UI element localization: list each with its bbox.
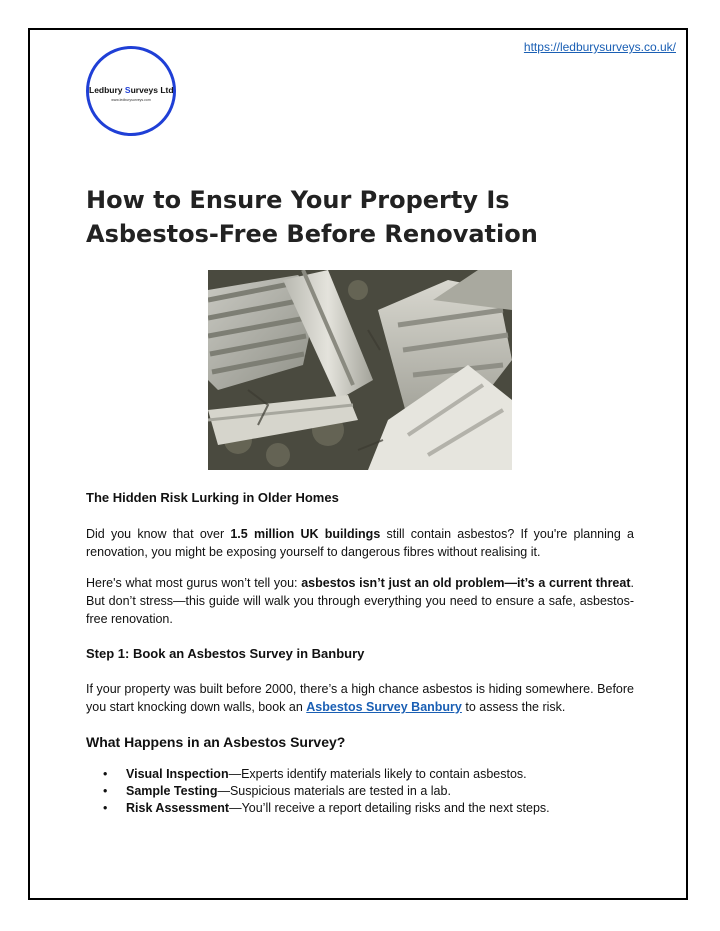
paragraph-survey: If your property was built before 2000, there’s a high chance asbestos is hiding somewhere. Before you start knocking down walls, book an Asbestos Survey Banbury to assess the risk.: [86, 682, 634, 714]
list-item: • Sample Testing—Suspicious materials are tested in a lab.: [103, 784, 451, 798]
section-heading-what-happens: What Happens in an Asbestos Survey?: [86, 734, 346, 750]
survey-steps-list: [86, 766, 634, 817]
logo-url: www.ledburysurveys.com: [111, 98, 151, 102]
asbestos-debris-photo: [208, 270, 512, 470]
paragraph-intro: Did you know that over 1.5 million UK buildings still contain asbestos? If you're planning a renovation, you might be exposing yourself to dangerous fibres without realising it.: [86, 527, 634, 559]
paragraph-threat: Here's what most gurus won’t tell you: asbestos isn’t just an old problem—it’s a current threat. But don’t stress—this guide will walk you through everything you need to ensure a safe, asbestos-free renovation.: [86, 576, 634, 626]
section-heading-step1: Step 1: Book an Asbestos Survey in Banbury: [86, 646, 365, 661]
section-heading-hidden-risk: The Hidden Risk Lurking in Older Homes: [86, 490, 339, 505]
page-title: How to Ensure Your Property Is Asbestos-Free Before Renovation: [86, 186, 538, 248]
list-item: • Risk Assessment—You’ll receive a report detailing risks and the next steps.: [103, 801, 550, 815]
asbestos-survey-banbury-link[interactable]: Asbestos Survey Banbury: [306, 700, 462, 714]
logo-company-name: Ledbury Surveys Ltd: [89, 85, 174, 95]
company-logo: [86, 46, 176, 136]
list-item: • Visual Inspection—Experts identify materials likely to contain asbestos.: [103, 767, 527, 781]
site-url-link[interactable]: https://ledburysurveys.co.uk/: [523, 40, 676, 54]
